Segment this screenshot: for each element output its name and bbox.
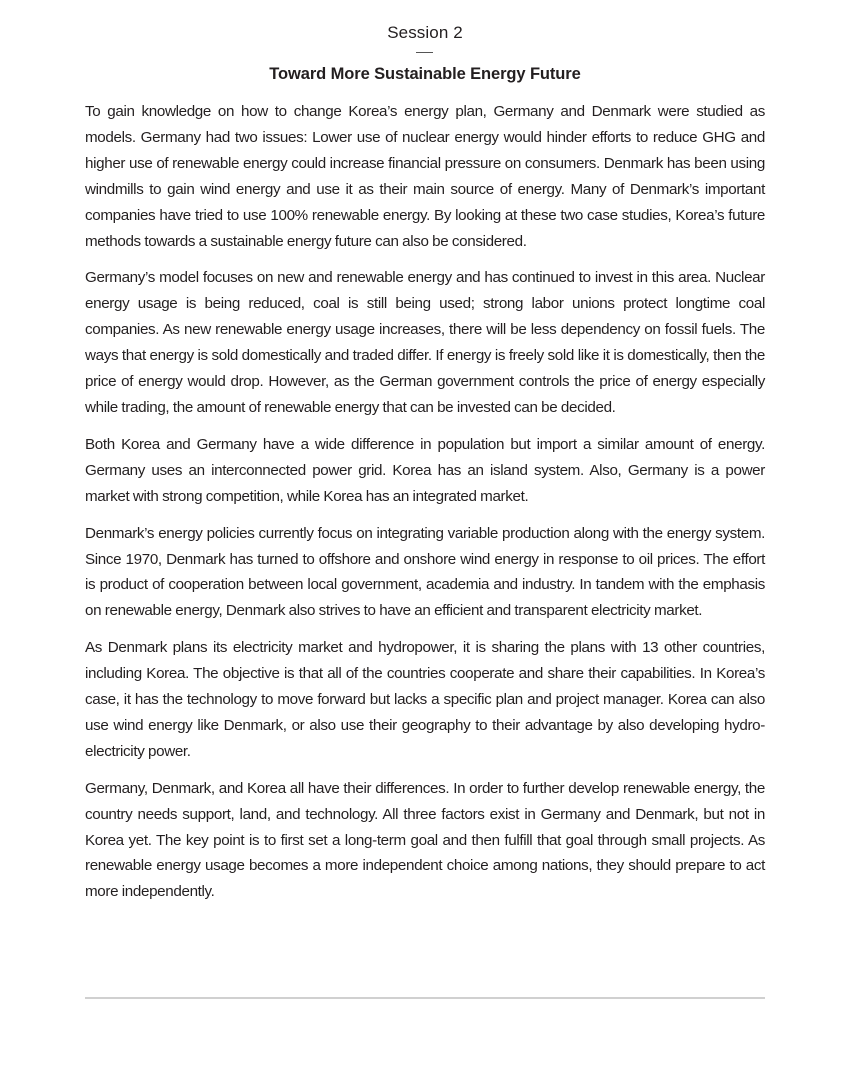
paragraph-intro: To gain knowledge on how to change Korea’s energy plan, Germany and Denmark were studied as models. Germany had two issues: Lower use of nuclear energy would hinder efforts to reduce GHG and higher use of renewable energy could increase financial pressure on consumers. Denmark has been using windmills to gain wind energy and use it as their main source of energy. Many of Denmark’s important companies have tried to use 100% renewable energy. By looking at these two case studies, Korea’s future methods towards a sustainable energy future can also be considered. — [85, 103, 765, 250]
footer-divider — [85, 997, 765, 999]
paragraph-germany-model: Germany’s model focuses on new and renewable energy and has continued to invest in this area. Nuclear energy usage is being reduced, coal is still being used; strong labor unions protect longtime coal companies. As new renewable energy usage increases, there will be less dependency on fossil fuels. The ways that energy is sold domestically and traded differ. If energy is freely sold like it is domestically, then the price of energy would drop. However, as the German government controls the price of energy especially while trading, the amount of renewable energy that can be invested can be decided. — [85, 269, 765, 416]
paragraph-korea-germany-comparison: Both Korea and Germany have a wide difference in population but import a similar amount of energy. Germany uses an interconnected power grid. Korea has an island system. Also, Germany is a power market with strong competition, while Korea has an integrated market. — [85, 435, 765, 505]
paragraph-denmark-sharing: As Denmark plans its electricity market and hydropower, it is sharing the plans with 13 other countries, including Korea. The objective is that all of the countries cooperate and share their capabilities. In Korea’s case, it has the technology to move forward but lacks a specific plan and project manager. Korea can also use wind energy like Denmark, or also use their geography to their advantage by also developing hydro-electricity power. — [85, 639, 765, 760]
session-label: Session 2 — [387, 23, 463, 42]
session-divider — [416, 52, 433, 53]
paragraph-denmark-policies: Denmark’s energy policies currently focus on integrating variable production along with the energy system. Since 1970, Denmark has turned to offshore and onshore wind energy in response to oil prices. The effort is product of cooperation between local government, academia and industry. In tandem with the emphasis on renewable energy, Denmark also strives to have an efficient and transparent electricity market. — [85, 524, 765, 620]
paragraph-conclusion: Germany, Denmark, and Korea all have their differences. In order to further develop renewable energy, the country needs support, land, and technology. All three factors exist in Germany and Denmark, but not in Korea yet. The key point is to first set a long-term goal and then fulfill that goal through small projects. As renewable energy usage becomes a more independent choice among nations, they should prepare to act more independently. — [85, 779, 765, 901]
article-body — [85, 99, 765, 916]
page-title: Toward More Sustainable Energy Future — [269, 65, 581, 83]
